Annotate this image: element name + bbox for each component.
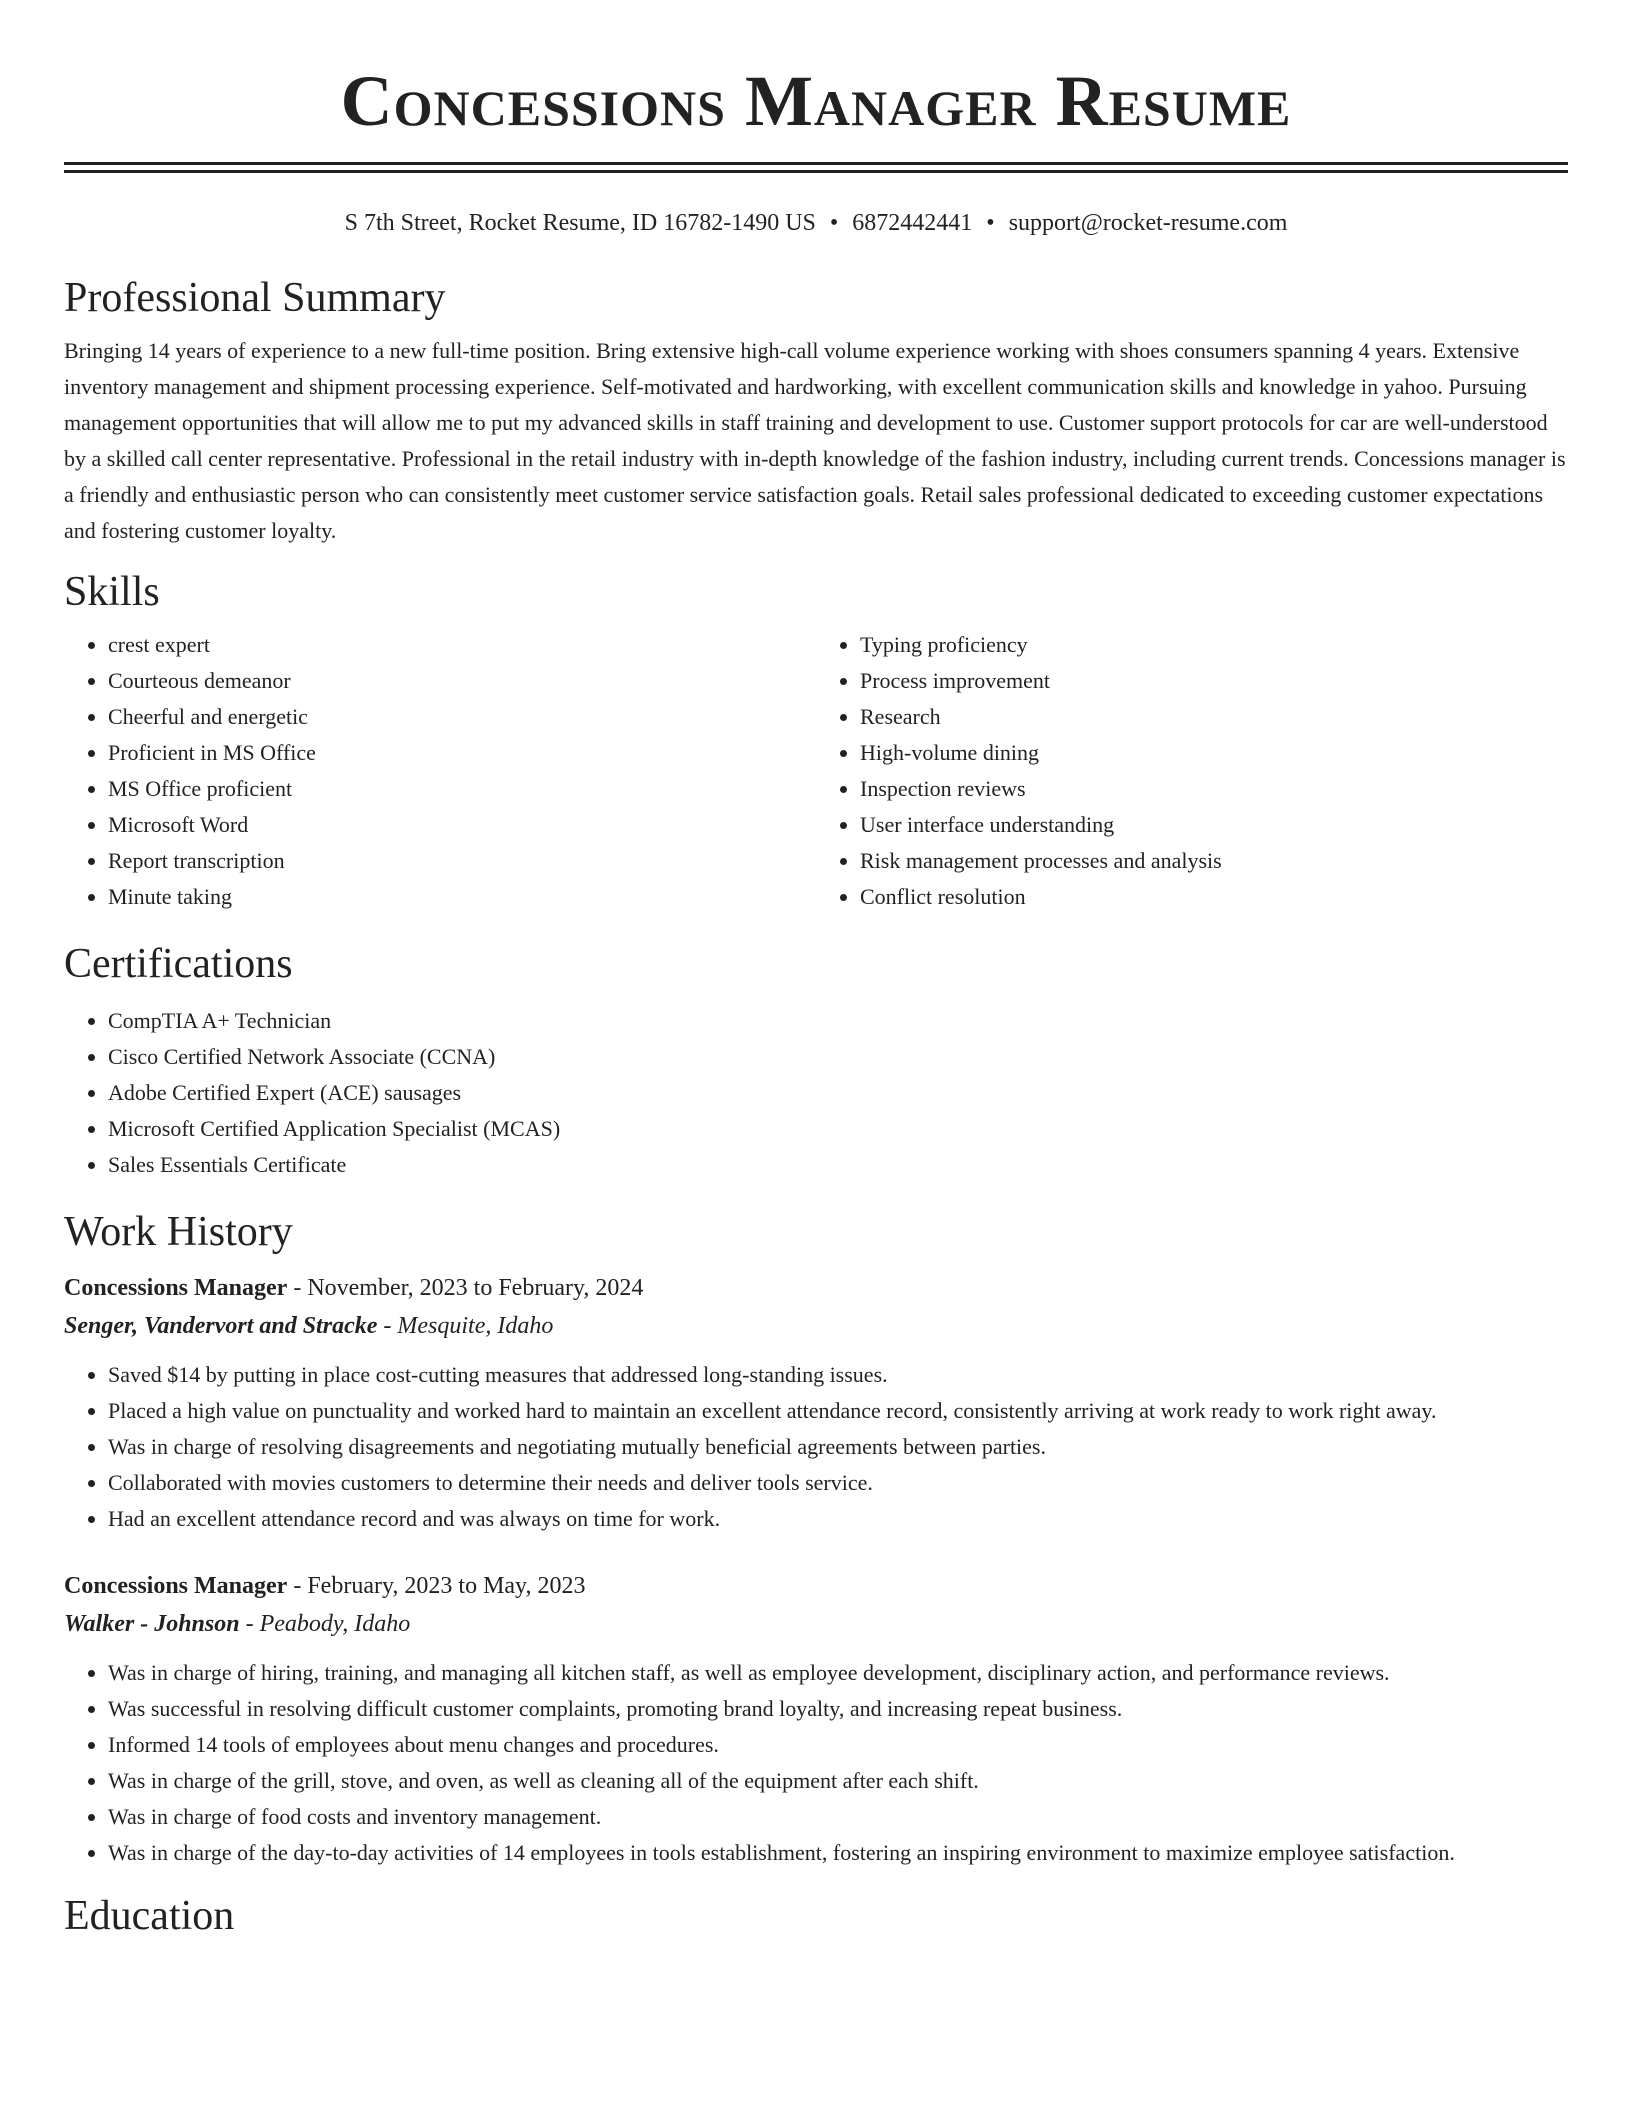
work-history-heading: Work History [64,1209,293,1255]
skill-item: • Report transcription [108,843,816,879]
job-entry [64,1269,1568,1537]
title-divider [64,162,1568,173]
job-duties [64,1655,1568,1871]
skill-item: • Proficient in MS Office [108,735,816,771]
skill-item: • Conflict resolution [860,879,1568,915]
job-duty: • Placed a high value on punctuality and worked hard to maintain an excellent attendance record, consistently arriving at work ready to work right away. [108,1393,1568,1429]
skills-list [64,627,1568,915]
skills-column-left [64,627,816,915]
job-location: - Mesquite, Idaho [377,1313,554,1339]
job-duty: • Informed 14 tools of employees about menu changes and procedures. [108,1727,1568,1763]
certification-item: • Cisco Certified Network Associate (CCNA) [108,1039,1568,1075]
skill-item: • Inspection reviews [860,771,1568,807]
skill-item: • High-volume dining [860,735,1568,771]
certification-item: • CompTIA A+ Technician [108,1003,1568,1039]
job-duty: • Collaborated with movies customers to determine their needs and deliver tools service. [108,1465,1568,1501]
skill-item: • Minute taking [108,879,816,915]
job-entry [64,1567,1568,1871]
contact-separator: • [986,210,995,236]
certification-item: • Sales Essentials Certificate [108,1147,1568,1183]
job-dates: - February, 2023 to May, 2023 [287,1573,586,1599]
skills-column-right [816,627,1568,915]
contact-address: S 7th Street, Rocket Resume, ID 16782-1490 US [344,210,816,236]
job-company: Senger, Vandervort and Stracke [64,1313,378,1339]
skill-item: • Courteous demeanor [108,663,816,699]
job-company-line [64,1307,1568,1345]
job-title-line [64,1269,1568,1307]
skill-item: • Typing proficiency [860,627,1568,663]
job-title-line [64,1567,1568,1605]
certifications-heading: Certifications [64,941,293,987]
job-duty: • Was in charge of hiring, training, and managing all kitchen staff, as well as employee development, disciplinary action, and performance reviews. [108,1655,1568,1691]
job-duty: • Was in charge of food costs and inventory management. [108,1799,1568,1835]
job-company-line [64,1605,1568,1643]
certifications-list [64,1003,1568,1183]
job-location: - Peabody, Idaho [239,1611,411,1637]
job-duties [64,1357,1568,1537]
job-duty: • Had an excellent attendance record and was always on time for work. [108,1501,1568,1537]
contact-separator: • [829,210,839,236]
skills-heading: Skills [64,569,160,615]
resume-title: Concessions Manager Resume [340,61,1292,141]
summary-heading: Professional Summary [64,275,446,321]
skill-item: • User interface understanding [860,807,1568,843]
job-duty: • Was in charge of resolving disagreements and negotiating mutually beneficial agreements between parties. [108,1429,1568,1465]
job-dates: - November, 2023 to February, 2024 [287,1275,644,1301]
education-heading: Education [64,1893,235,1939]
job-duty: • Was in charge of the grill, stove, and oven, as well as cleaning all of the equipment after each shift. [108,1763,1568,1799]
skill-item: • MS Office proficient [108,771,816,807]
job-title: Concessions Manager [64,1573,288,1599]
contact-phone: 6872442441 [852,210,973,236]
summary-text: Bringing 14 years of experience to a new full-time position. Bring extensive high-call volume experience working with shoes consumers spanning 4 years. Extensive inventory management and shipment processing experience. Self-motivated and hardworking, with excellent communication skills and knowledge in yahoo. Pursuing management opportunities that will allow me to put my advanced skills in staff training and development to use. Customer support protocols for car are well-understood by a skilled call center representative. Professional in the retail industry with in-depth knowledge of the fashion industry, including current trends. Concessions manager is a friendly and enthusiastic person who can consistently meet customer service satisfaction goals. Retail sales professional dedicated to exceeding customer expectations and fostering customer loyalty. [64,338,1566,543]
contact-line [64,208,1568,238]
skill-item: • Risk management processes and analysis [860,843,1568,879]
contact-email: support@rocket-resume.com [1008,210,1288,236]
skill-item: • Process improvement [860,663,1568,699]
job-title: Concessions Manager [64,1275,288,1301]
job-duty: • Was successful in resolving difficult customer complaints, promoting brand loyalty, and increasing repeat business. [108,1691,1568,1727]
job-duty: • Saved $14 by putting in place cost-cutting measures that addressed long-standing issues. [108,1357,1568,1393]
skill-item: • Cheerful and energetic [108,699,816,735]
job-company: Walker - Johnson [64,1611,240,1637]
certification-item: • Microsoft Certified Application Specialist (MCAS) [108,1111,1568,1147]
skill-item: • Research [860,699,1568,735]
skill-item: • crest expert [108,627,816,663]
certification-item: • Adobe Certified Expert (ACE) sausages [108,1075,1568,1111]
skill-item: • Microsoft Word [108,807,816,843]
job-duty: • Was in charge of the day-to-day activities of 14 employees in tools establishment, fostering an inspiring environment to maximize employee satisfaction. [108,1835,1568,1871]
